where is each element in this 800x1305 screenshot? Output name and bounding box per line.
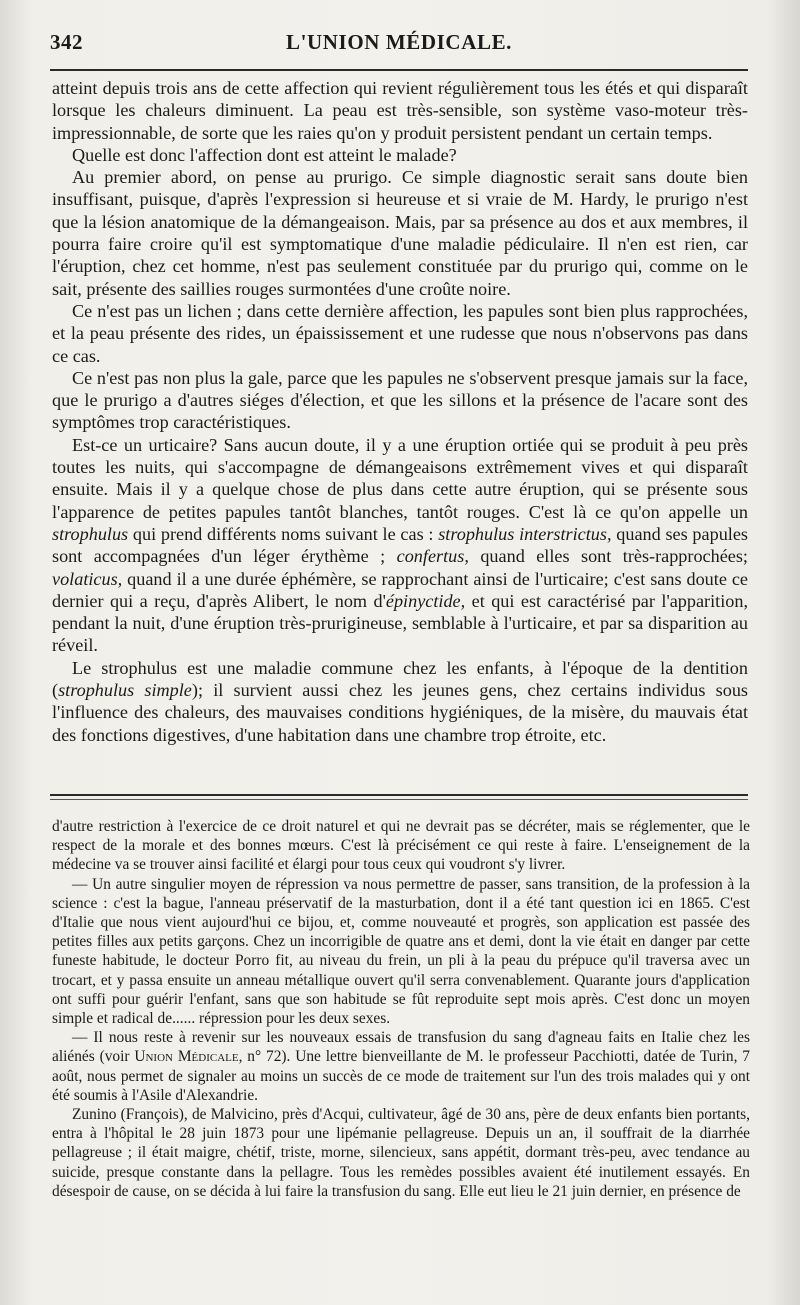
text-run: quand il a une durée éphémère, se rapprochant ainsi de l'urticaire; c'est sans doute ce dernier qui a reçu, d'après Alibert, le nom d' — [52, 568, 748, 611]
paragraph-urticaire — [52, 434, 748, 657]
italic-term: strophulus interstrictus, — [438, 523, 612, 544]
running-head — [50, 30, 748, 58]
text-run: — Il nous reste à revenir sur les nouveaux essais de transfusion du sang d'agneau faits en Italie chez les aliénés (voir — [52, 1029, 750, 1066]
note-paragraph-bague: — Un autre singulier moyen de répression va nous permettre de passer, sans transition, de la profession à la science : c'est la bague, l'anneau préservatif de la masturbation, dont il a été tant question ici en 1865. C'est d'Italie que nous vient aujourd'hui ce bijou, et, comme nouveauté et progrès, son application est passée des petites filles aux petits garçons. Chez un incorrigible de quatre ans et demi, dont la vie était en danger par cette funeste habitude, le docteur Porro fit, au niveau du frein, un pli à la peau du prépuce qu'il traversa avec un trocart, et y passa ensuite un anneau métallique ouvert qu'il serra convenablement. Quarante jours d'application ont suffi pour guérir l'enfant, sans que son habitude se fût reproduite sept mois après. C'est donc un moyen simple et radical de...... répression pour les deux sexes. — [52, 875, 750, 1028]
italic-term: épinyctide, — [385, 590, 466, 611]
text-run: ); il survient aussi chez les jeunes gens, chez certains individus sous l'influence des chaleurs, des mauvaises conditions hygiéniques, de la misère, du mauvais état des fonctions digestives, d'une habitation dans une chambre trop étroite, etc. — [52, 680, 748, 745]
paragraph-case-history: atteint depuis trois ans de cette affection qui revient régulièrement tous les étés et qui disparaît lorsque les chaleurs diminuent. La peau est très-sensible, son système vaso-moteur très-impressionnable, de sorte que les raies qu'on y produit persistent pendant un certain temps. — [52, 78, 748, 143]
text-run: Le strophulus est une maladie commune chez les enfants, à l'époque de la dentition ( — [52, 657, 748, 701]
journal-title: L'UNION MÉDICALE. — [285, 30, 513, 54]
text-run: quand elles sont très-rapprochées; — [468, 546, 748, 567]
text-run: et qui est caractérisé par l'apparition, pendant la nuit, d'une éruption très-prurigineuse, semblable à l'urticaire, et par sa disparition au réveil. — [52, 590, 749, 656]
section-divider-thick — [50, 794, 748, 796]
text-run: Est-ce un urticaire? Sans aucun doute, il y a une éruption ortiée qui se produit à peu près toutes les nuits, qui s'accompagne de démangeaisons extrêmement vives et qui disparaît ensuite. Mais il y a quelque chose de plus dans cette autre éruption, qui se présente sous l'apparence de petites papules tantôt blanches, tantôt rouges. C'est là ce qu'on appelle un — [52, 434, 748, 522]
italic-term: strophulus — [52, 523, 129, 544]
chronicle-column — [52, 817, 750, 1201]
note-paragraph-zunino: Zunino (François), de Malvicino, près d'Acqui, cultivateur, âgé de 30 ans, père de deux enfants bien portants, entra à l'hôpital le 28 juin 1873 pour une lipémanie pellagreuse. Depuis un an, il souffrait de la diarrhée pellagreuse ; il était maigre, chétif, triste, morne, silencieux, sans appétit, dormant très-peu, avec tendance au suicide, presque constante dans la pellagre. Tous les remèdes possibles avaient été inutilement essayés. En désespoir de cause, on se décida à lui faire la transfusion du sang. Elle eut lieu le 21 juin dernier, en présence de — [52, 1106, 750, 1200]
header-rule — [50, 69, 748, 71]
main-text-column — [52, 77, 748, 746]
section-divider-thin — [50, 799, 748, 800]
paragraph-gale: Ce n'est pas non plus la gale, parce que les papules ne s'observent presque jamais sur la face, que le prurigo a d'autres siéges d'élection, et que les sillons et la présence de l'acare sont des symptômes trop caractéristiques. — [52, 367, 748, 433]
italic-term: strophulus simple — [58, 680, 192, 701]
text-run: , n° 72). Une lettre bienveillante de M. le professeur Pacchiotti, datée de Turin, 7 août, nous permet de signaler au moins un succès de ce mode de traitement sur l'un des trois malades qui y ont été soumis à l'Asile d'Alexandrie. — [52, 1048, 750, 1104]
italic-term: confertus, — [396, 546, 469, 567]
paragraph-prurigo: Au premier abord, on pense au prurigo. Ce simple diagnostic serait sans doute bien insuffisant, puisque, d'après l'expression si heureuse et si vraie de M. Hardy, le prurigo n'est que la lésion anatomique de la démangeaison. Mais, par sa présence au dos et aux membres, il pourra faire croire qu'il est symptomatique d'une maladie pédiculaire. Il n'en est rien, car l'éruption, chez cet homme, n'est pas seulement constituée par du prurigo qui, comme on le sait, présente des saillies rouges surmontées d'une croûte noire. — [52, 167, 748, 299]
paragraph-strophulus — [52, 657, 748, 746]
page-number: 342 — [50, 30, 83, 54]
note-paragraph-restriction: d'autre restriction à l'exercice de ce droit naturel et qui ne devrait pas se décréter, mais se réglementer, que le respect de la morale et des bonnes mœurs. C'est là précisément ce qui reste à faire. L'enseignement de la médecine va se trouver ainsi facilité et élargi pour tous ceux qui voudront s'y livrer. — [52, 818, 750, 874]
journal-reference: Union Médicale — [134, 1048, 239, 1066]
note-paragraph-transfusion — [52, 1028, 750, 1105]
paragraph-lichen: Ce n'est pas un lichen ; dans cette dernière affection, les papules sont bien plus rapprochées, et la peau présente des rides, un épaississement et une rudesse que nous n'observons pas dans ce cas. — [52, 300, 748, 366]
italic-term: volaticus, — [52, 568, 123, 589]
paragraph-question: Quelle est donc l'affection dont est atteint le malade? — [72, 144, 457, 165]
text-run: qui prend différents noms suivant le cas : — [128, 523, 439, 544]
text-run: quand ses papules sont accompagnées d'un léger érythème ; — [52, 523, 748, 567]
